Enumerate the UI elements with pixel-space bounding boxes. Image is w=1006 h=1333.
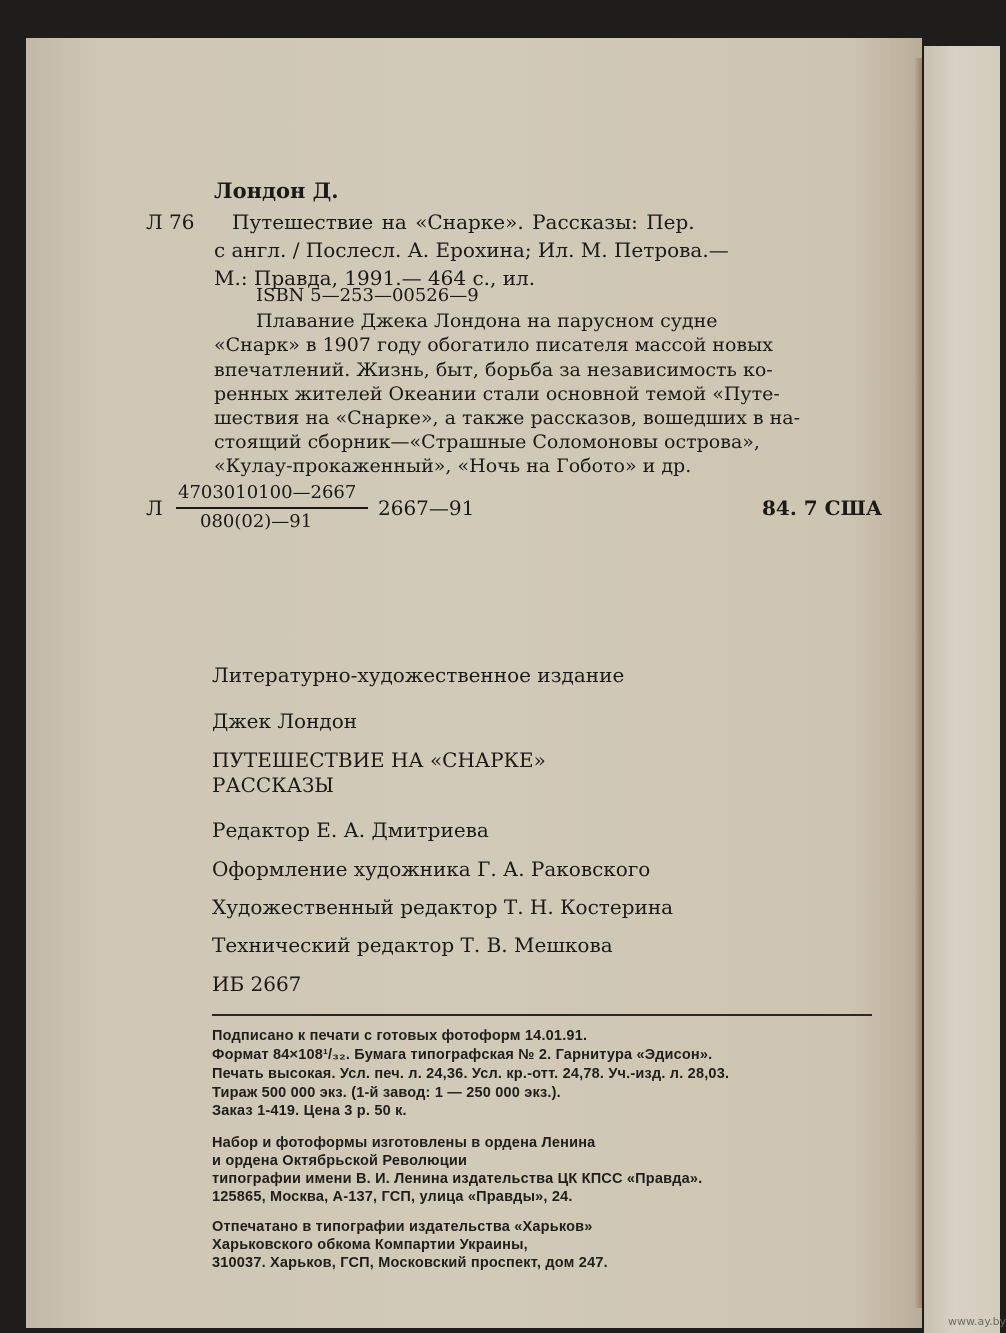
call-number: Л 76 bbox=[146, 210, 195, 234]
imprint-line: Печать высокая. Усл. печ. л. 24,36. Усл. кр.-отт. 24,78. Уч.-изд. л. 28,03. bbox=[212, 1066, 730, 1082]
watermark: www.ay.by bbox=[948, 1315, 1006, 1328]
credits-author: Джек Лондон bbox=[212, 709, 358, 733]
annotation-line: «Кулау-прокаженный», «Ночь на Гобото» и др. bbox=[214, 455, 692, 477]
imprint-line: Харьковского обкома Компартии Украины, bbox=[212, 1237, 528, 1253]
credits-art-editor: Художественный редактор Т. Н. Костерина bbox=[212, 895, 674, 919]
author-heading: Лондон Д. bbox=[214, 178, 339, 203]
imprint-line: и ордена Октябрьской Революции bbox=[212, 1153, 468, 1169]
bib-line-1: Путешествие на «Снарке». Рассказы: Пер. bbox=[232, 210, 695, 234]
edition-type: Литературно-художественное издание bbox=[212, 663, 625, 687]
annotation-line: шествия на «Снарке», а также рассказов, вошедших в на- bbox=[214, 407, 800, 429]
credits-title: ПУТЕШЕСТВИЕ НА «СНАРКЕ» bbox=[212, 748, 546, 772]
bib-line-2: с англ. / Послесл. А. Ерохина; Ил. М. Петрова.— bbox=[214, 238, 729, 262]
classification-denominator: 080(02)—91 bbox=[200, 511, 313, 532]
credits-ib: ИБ 2667 bbox=[212, 972, 302, 996]
bib-line-3: М.: Правда, 1991.— 464 с., ил. bbox=[214, 266, 536, 290]
annotation-line: «Снарк» в 1907 году обогатило писателя массой новых bbox=[214, 334, 773, 356]
imprint-line: Набор и фотоформы изготовлены в ордена Ленина bbox=[212, 1135, 596, 1151]
annotation-line: ренных жителей Океании стали основной темой «Путе- bbox=[214, 383, 780, 405]
credits-design: Оформление художника Г. А. Раковского bbox=[212, 857, 651, 881]
credits-editor: Редактор Е. А. Дмитриева bbox=[212, 818, 489, 842]
fraction-bar bbox=[176, 507, 368, 509]
credits-tech-editor: Технический редактор Т. В. Мешкова bbox=[212, 933, 613, 957]
bbk-index: 84. 7 США bbox=[762, 496, 883, 520]
imprint-line: Подписано к печати с готовых фотоформ 14.01.91. bbox=[212, 1028, 588, 1044]
annotation-line: стоящий сборник—«Страшные Соломоновы острова», bbox=[214, 431, 760, 453]
annotation-line: впечатлений. Жизнь, быт, борьба за независимость ко- bbox=[214, 359, 773, 381]
classification-numerator: 4703010100—2667 bbox=[178, 482, 357, 503]
imprint-line: типографии имени В. И. Ленина издательства ЦК КПСС «Правда». bbox=[212, 1171, 703, 1187]
annotation-line: Плавание Джека Лондона на парусном судне bbox=[256, 310, 718, 332]
imprint-line: Отпечатано в типографии издательства «Харьков» bbox=[212, 1219, 593, 1235]
classification-code: 2667—91 bbox=[378, 496, 475, 520]
classification-letter: Л bbox=[146, 496, 163, 520]
imprint-line: Заказ 1-419. Цена 3 р. 50 к. bbox=[212, 1103, 407, 1119]
imprint-line: 125865, Москва, А-137, ГСП, улица «Правды», 24. bbox=[212, 1189, 573, 1205]
imprint-line: Тираж 500 000 экз. (1-й завод: 1 — 250 000 экз.). bbox=[212, 1085, 561, 1101]
credits-subtitle: РАССКАЗЫ bbox=[212, 773, 334, 797]
isbn: ISBN 5—253—00526—9 bbox=[256, 285, 479, 306]
imprint-line: 310037. Харьков, ГСП, Московский проспект, дом 247. bbox=[212, 1255, 608, 1271]
imprint-divider bbox=[212, 1014, 872, 1016]
next-page-edge bbox=[924, 46, 1000, 1333]
imprint-line: Формат 84×108¹/₃₂. Бумага типографская № 2. Гарнитура «Эдисон». bbox=[212, 1047, 713, 1063]
